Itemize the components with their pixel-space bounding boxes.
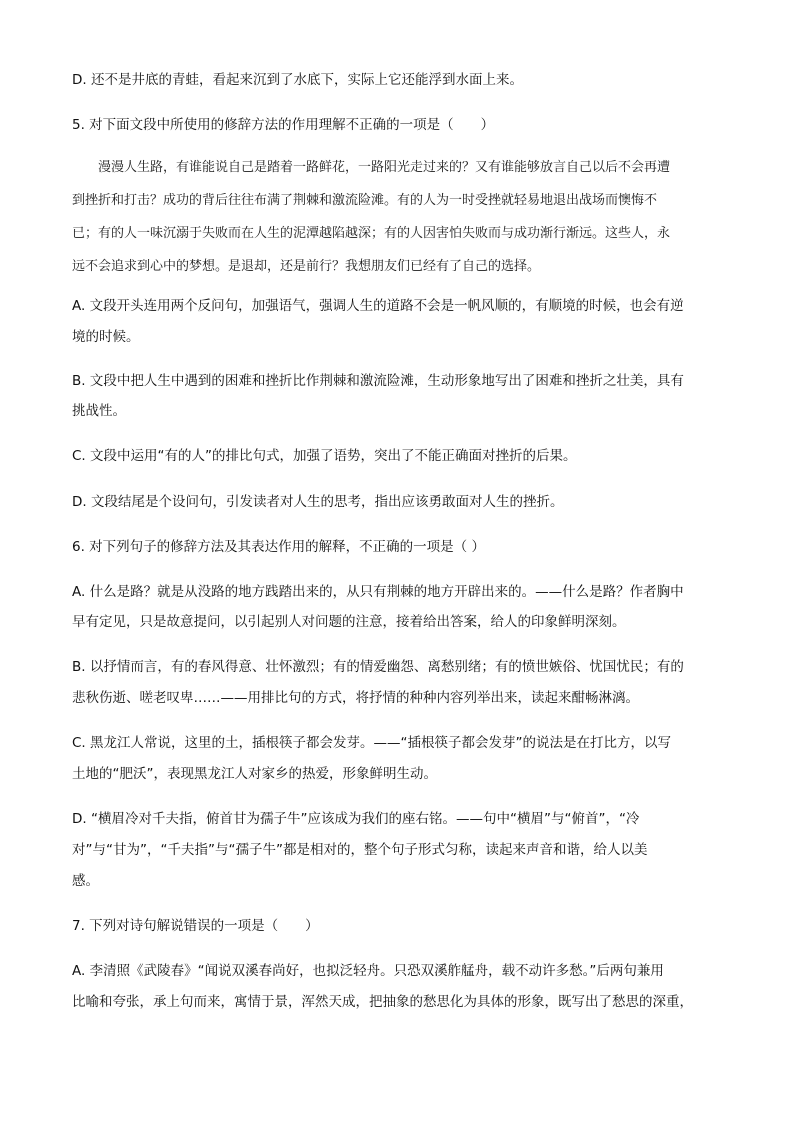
q6-option-c-line2: 土地的“肥沃”，表现黑龙江人对家乡的热爱，形象鲜明生动。 xyxy=(72,766,437,782)
q6-option-c-line1: C. 黑龙江人常说，这里的土，插根筷子都会发芽。——“插根筷子都会发芽”的说法是在打比方，以写 xyxy=(72,735,671,751)
passage-block xyxy=(72,156,722,276)
q7-option-a-line2: 比喻和夸张，承上句而来，寓情于景，浑然天成，把抽象的愁思化为具体的形象，既写出了愁思的深重， xyxy=(72,994,693,1010)
q6-option-b-line2: 悲秋伤逝、嗟老叹卑……——用排比句的方式，将抒情的种种内容列举出来，读起来酣畅淋漓。 xyxy=(72,690,639,706)
passage-line: 已；有的人一味沉溺于失败而在人生的泥潭越陷越深；有的人因害怕失败而与成功渐行渐远。这些人，永 xyxy=(72,226,671,241)
q5-option-b-line1: B. 文段中把人生中遇到的困难和挫折比作荆棘和激流险滩，生动形象地写出了困难和挫折之壮美，具有 xyxy=(72,373,684,389)
q6-option-d-line1: D. “横眉冷对千夫指，俯首甘为孺子牛”应该成为我们的座右铭。——句中“横眉”与“俯首”，“冷 xyxy=(72,811,640,827)
question-5-stem: 5. 对下面文段中所使用的修辞方法的作用理解不正确的一项是（ ） xyxy=(72,117,495,133)
q7-option-a-line1: A. 李清照《武陵春》“闻说双溪春尚好，也拟泛轻舟。只恐双溪舴艋舟，载不动许多愁。”后两句兼用 xyxy=(72,963,664,979)
q5-option-a-line2: 境的时候。 xyxy=(72,329,140,345)
q6-option-d-line2: 对”与“甘为”，“千夫指”与“孺子牛”都是相对的，整个句子形式匀称，读起来声音和谐，给人以美 xyxy=(72,842,648,858)
passage-line: 远不会追求到心中的梦想。是退却，还是前行？我想朋友们已经有了自己的选择。 xyxy=(72,259,541,274)
q5-option-a-line1: A. 文段开头连用两个反问句，加强语气，强调人生的道路不会是一帆风顺的，有顺境的时候，也会有逆 xyxy=(72,298,684,314)
q5-option-d: D. 文段结尾是个设问句，引发读者对人生的思考，指出应该勇敢面对人生的挫折。 xyxy=(72,494,564,510)
question-6-stem: 6. 对下列句子的修辞方法及其表达作用的解释，不正确的一项是（ ） xyxy=(72,539,485,555)
passage-line: 漫漫人生路，有谁能说自己是踏着一路鲜花，一路阳光走过来的？又有谁能够放言自己以后不会再遭 xyxy=(98,160,671,175)
question-7-stem: 7. 下列对诗句解说错误的一项是（ ） xyxy=(72,918,319,934)
q6-option-a-line2: 早有定见，只是故意提问，以引起别人对问题的注意，接着给出答案，给人的印象鲜明深刻。 xyxy=(72,614,626,630)
option-d-line: D. 还不是井底的青蛙，看起来沉到了水底下，实际上它还能浮到水面上来。 xyxy=(72,72,523,88)
q5-option-c: C. 文段中运用“有的人”的排比句式，加强了语势，突出了不能正确面对挫折的后果。 xyxy=(72,448,577,464)
q6-option-d-line3: 感。 xyxy=(72,873,99,889)
q6-option-a-line1: A. 什么是路？就是从没路的地方践踏出来的，从只有荆棘的地方开辟出来的。——什么是路？作者胸中 xyxy=(72,584,684,600)
q5-option-b-line2: 挑战性。 xyxy=(72,403,126,419)
passage-line: 到挫折和打击？成功的背后往往布满了荆棘和激流险滩。有的人为一时受挫就轻易地退出战场而懊悔不 xyxy=(72,193,658,208)
q6-option-b-line1: B. 以抒情而言，有的春风得意、壮怀激烈；有的情爱幽怨、离愁别绪；有的愤世嫉俗、忧国忧民；有的 xyxy=(72,659,684,675)
